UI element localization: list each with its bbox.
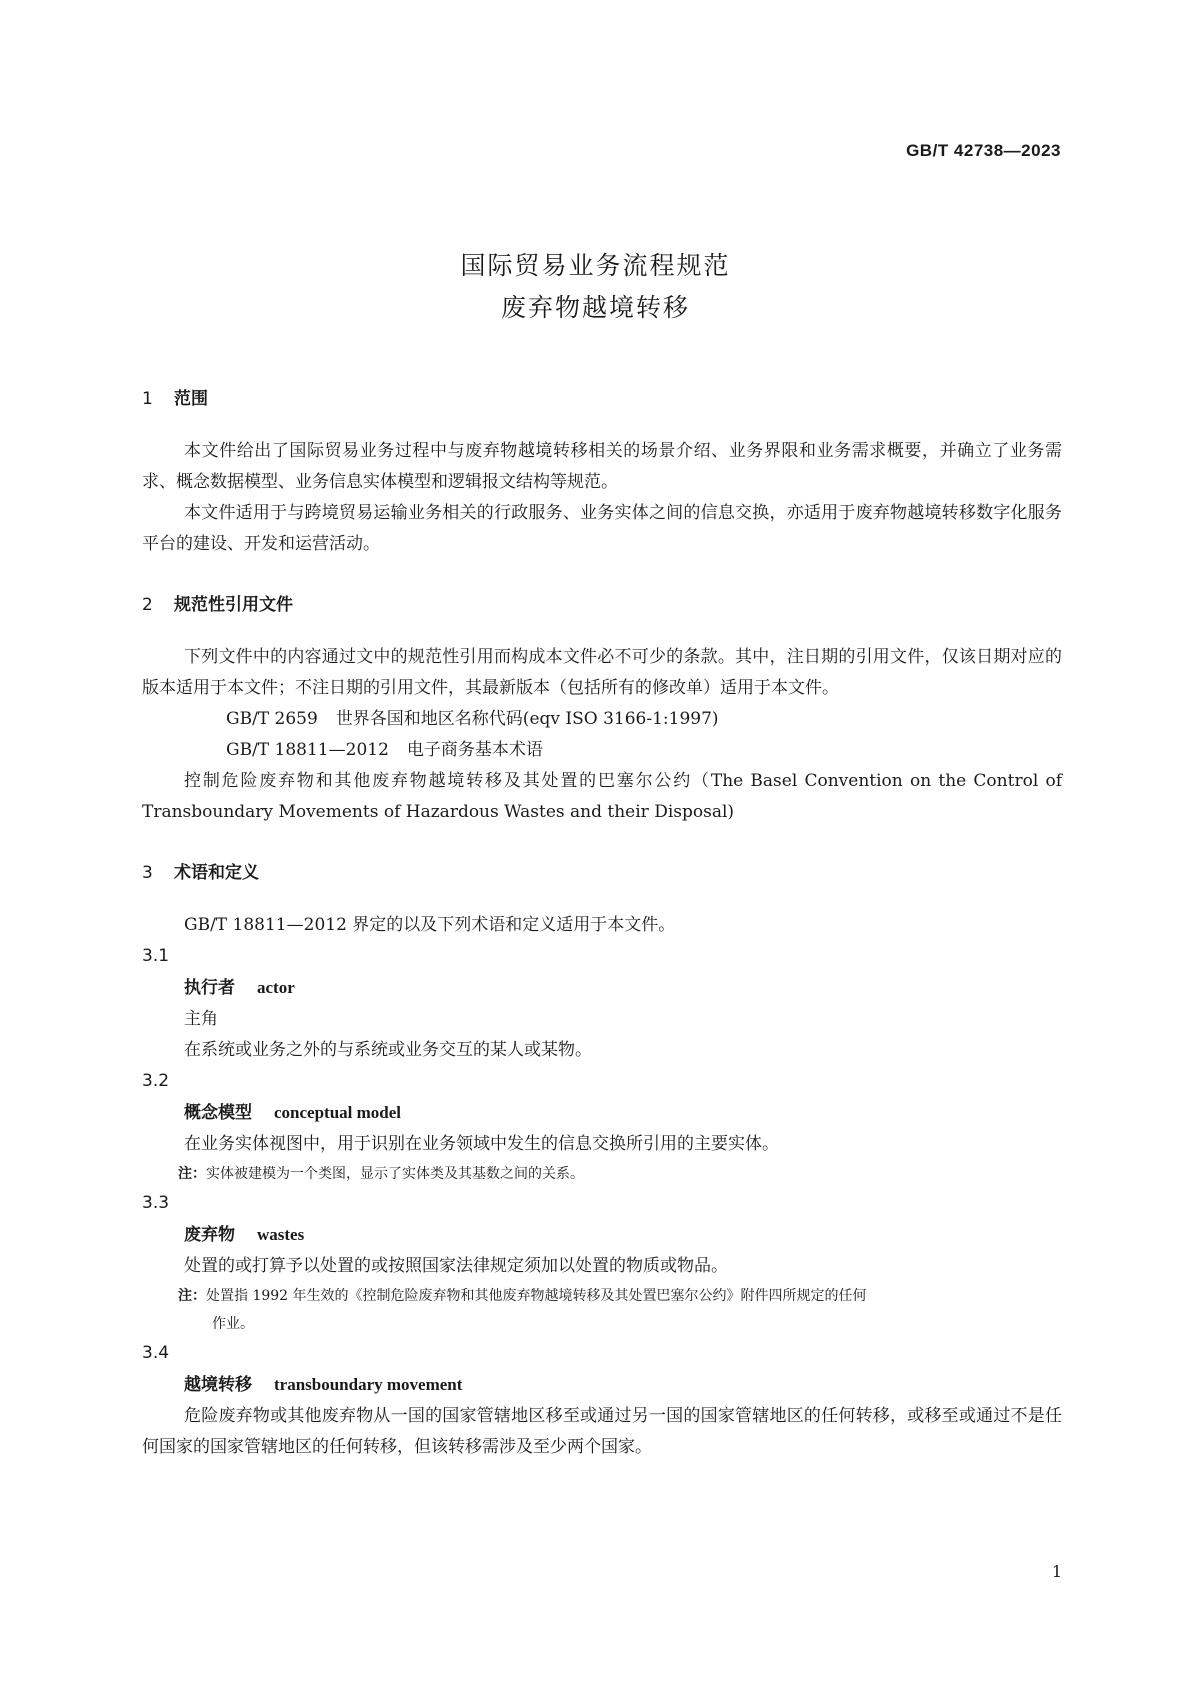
reference-item [142, 735, 1062, 766]
section-title: 术语和定义 [174, 863, 259, 883]
term-name [142, 972, 1062, 1004]
term-note [142, 1160, 1062, 1188]
term-number: 3.2 [142, 1071, 170, 1091]
note-text: 实体被建模为一个类图，显示了实体类及其基数之间的关系。 [206, 1166, 584, 1182]
section-heading [142, 590, 1062, 620]
term-en: transboundary movement [274, 1375, 463, 1394]
reference-title: 电子商务基本术语 [406, 740, 543, 760]
standard-code: GB/T 42738—2023 [906, 141, 1061, 160]
paragraph: 本文件给出了国际贸易业务过程中与废弃物越境转移相关的场景介绍、业务界限和业务需求概要，并确立了业务需求、概念数据模型、业务信息实体模型和逻辑报文结构等规范。 [142, 441, 1062, 492]
section-title: 范围 [174, 389, 208, 409]
paragraph: 本文件适用于与跨境贸易运输业务相关的行政服务、业务实体之间的信息交换，亦适用于废弃物越境转移数字化服务平台的建设、开发和运营活动。 [142, 503, 1062, 554]
term-number: 3.1 [142, 946, 170, 966]
term-note [142, 1282, 1062, 1310]
reference-code: GB/T 2659 [226, 709, 318, 729]
note-text: 处置指 1992 年生效的《控制危险废弃物和其他废弃物越境转移及其处置巴塞尔公约》附件四所规定的任何 [206, 1288, 867, 1304]
note-continuation: 作业。 [212, 1316, 254, 1332]
term-name [142, 1097, 1062, 1129]
section-number: 1 [142, 389, 153, 409]
term-zh: 废弃物 [184, 1225, 235, 1245]
note-label: 注： [178, 1166, 206, 1182]
term-name [142, 1369, 1062, 1401]
term-en: wastes [257, 1225, 305, 1244]
section-heading [142, 858, 1062, 888]
section-number: 2 [142, 595, 153, 615]
reference-item [142, 704, 1062, 735]
term-definition: 在业务实体视图中，用于识别在业务领域中发生的信息交换所引用的主要实体。 [184, 1134, 779, 1154]
term-alternative: 主角 [184, 1009, 218, 1029]
term-en: conceptual model [274, 1103, 402, 1122]
document-subtitle: 废弃物越境转移 [500, 293, 690, 322]
term-zh: 概念模型 [184, 1103, 252, 1123]
section-heading [142, 384, 1062, 414]
term-en: actor [257, 978, 295, 997]
reference-code: GB/T 18811—2012 [226, 740, 389, 760]
page-number: 1 [1051, 1562, 1062, 1581]
term-definition: 处置的或打算予以处置的或按照国家法律规定须加以处置的物质或物品。 [184, 1256, 728, 1276]
term-zh: 越境转移 [184, 1375, 252, 1395]
reference-title: 世界各国和地区名称代码(eqv ISO 3166-1:1997) [335, 709, 719, 729]
term-number: 3.4 [142, 1343, 170, 1363]
paragraph: GB/T 18811—2012 界定的以及下列术语和定义适用于本文件。 [184, 915, 676, 935]
term-number: 3.3 [142, 1193, 170, 1213]
reference-item: 控制危险废弃物和其他废弃物越境转移及其处置的巴塞尔公约（The Basel Convention on the Control of Transboundary Movements of Hazardous Wastes and their Disposal) [142, 771, 1062, 822]
term-name [142, 1219, 1062, 1251]
note-label: 注： [178, 1288, 206, 1304]
term-definition: 在系统或业务之外的与系统或业务交互的某人或某物。 [184, 1040, 592, 1060]
term-zh: 执行者 [184, 978, 235, 998]
section-number: 3 [142, 863, 153, 883]
section-title: 规范性引用文件 [174, 595, 293, 615]
document-title: 国际贸易业务流程规范 [460, 251, 731, 280]
document-body [142, 384, 1062, 1463]
term-definition: 危险废弃物或其他废弃物从一国的国家管辖地区移至或通过另一国的国家管辖地区的任何转移，或移至或通过不是任何国家的国家管辖地区的任何转移，但该转移需涉及至少两个国家。 [142, 1406, 1062, 1457]
paragraph: 下列文件中的内容通过文中的规范性引用而构成本文件必不可少的条款。其中，注日期的引用文件，仅该日期对应的版本适用于本文件；不注日期的引用文件，其最新版本（包括所有的修改单）适用于本文件。 [142, 647, 1062, 698]
